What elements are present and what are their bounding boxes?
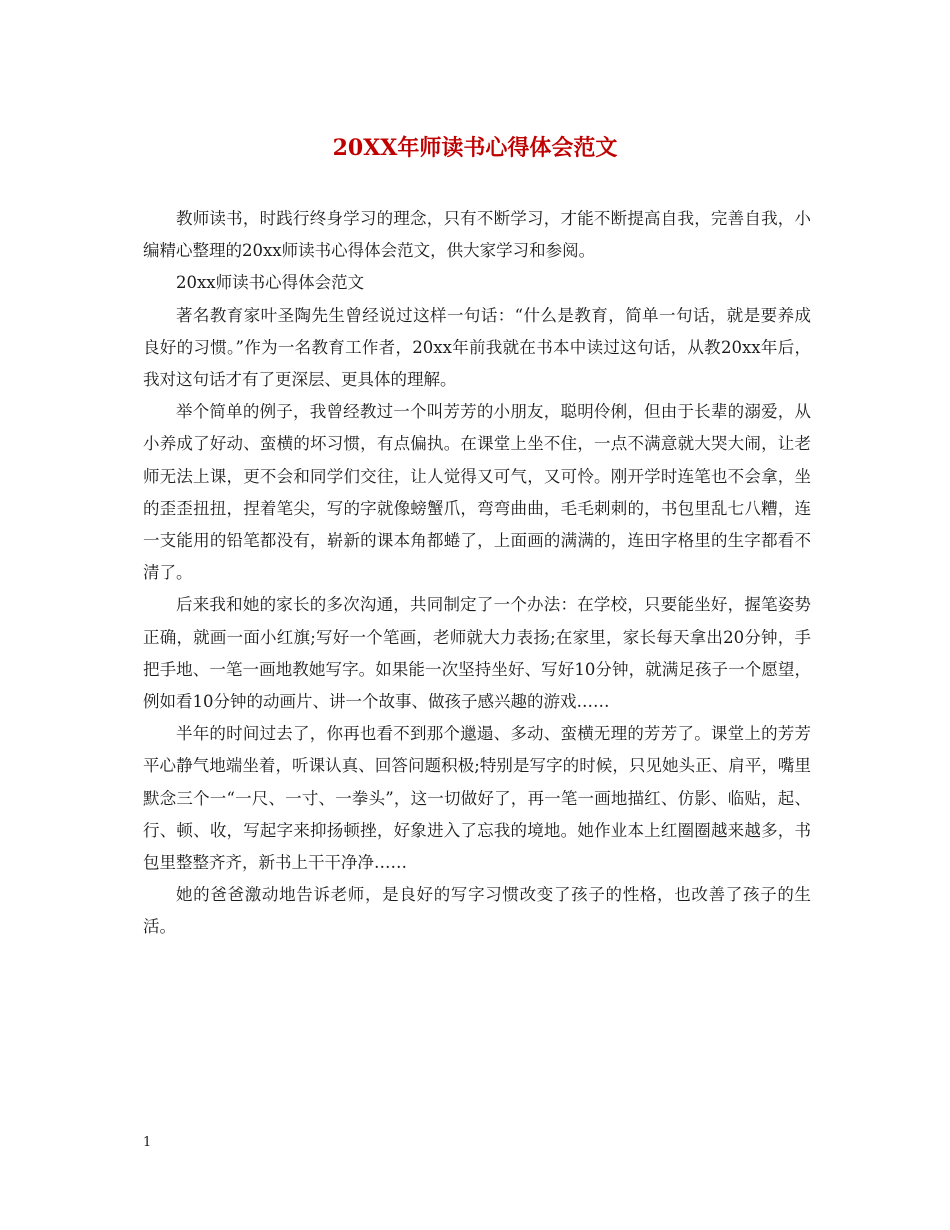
paragraph-subtitle: 20xx师读书心得体会范文 — [176, 273, 365, 293]
paragraph-intro: 教师读书，时践行终身学习的理念，只有不断学习，才能不断提高自我，完善自我，小编精心整理的20xx师读书心得体会范文，供大家学习和参阅。 — [143, 209, 811, 261]
paragraph-method: 后来我和她的家长的多次沟通，共同制定了一个办法：在学校，只要能坐好，握笔姿势正确，就画一面小红旗;写好一个笔画，老师就大力表扬;在家里，家长每天拿出20分钟，手把手地、一笔一画地教她写字。如果能一次坚持坐好、写好10分钟，就满足孩子一个愿望，例如看10分钟的动画片、讲一个故事、做孩子感兴趣的游戏…… — [143, 595, 811, 712]
paragraph-quote: 著名教育家叶圣陶先生曾经说过这样一句话：“什么是教育，简单一句话，就是要养成良好的习惯。”作为一名教育工作者，20xx年前我就在书本中读过这句话，从教20xx年后，我对这句话才有了更深层、更具体的理解。 — [143, 305, 811, 390]
paragraph-conclusion: 她的爸爸激动地告诉老师，是良好的写字习惯改变了孩子的性格，也改善了孩子的生活。 — [143, 885, 811, 937]
paragraph-result: 半年的时间过去了，你再也看不到那个邋遢、多动、蛮横无理的芳芳了。课堂上的芳芳平心静气地端坐着，听课认真、回答问题积极;特别是写字的时候，只见她头正、肩平，嘴里默念三个一“一尺、一寸、一拳头”，这一切做好了，再一笔一画地描红、仿影、临贴，起、行、顿、收，写起字来抑扬顿挫，好象进入了忘我的境地。她作业本上红圈圈越来越多，书包里整整齐齐，新书上干干净净…… — [143, 724, 811, 873]
paragraph-example: 举个简单的例子，我曾经教过一个叫芳芳的小朋友，聪明伶俐，但由于长辈的溺爱，从小养成了好动、蛮横的坏习惯，有点偏执。在课堂上坐不住，一点不满意就大哭大闹，让老师无法上课，更不会和同学们交往，让人觉得又可气，又可怜。刚开学时连笔也不会拿，坐的歪歪扭扭，捏着笔尖，写的字就像螃蟹爪，弯弯曲曲，毛毛刺刺的，书包里乱七八糟，连一支能用的铅笔都没有，崭新的课本角都蜷了，上面画的满满的，连田字格里的生字都看不清了。 — [143, 402, 811, 583]
document-body — [143, 203, 811, 944]
document-title: 20XX年师读书心得体会范文 — [332, 135, 618, 161]
page-number: 1 — [143, 1135, 152, 1150]
